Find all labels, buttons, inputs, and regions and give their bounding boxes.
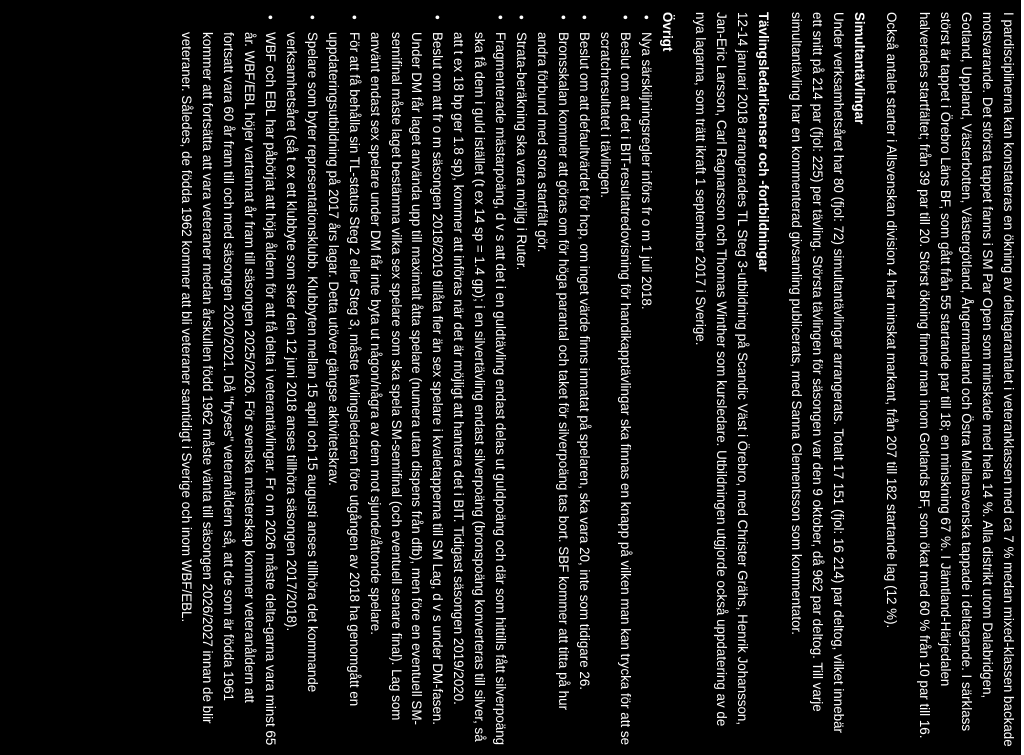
list-item: • För att få behålla sin TL-status Steg 2 eller Steg 3, måste tävlingsledaren före utgången av 2018 ha genomgått en uppdateringsutbildning på 2017 års lagar. Detta utöver gängse aktivitetskrav. [322, 32, 364, 747]
section-paragraph-tavlingsledare: 12-14 januari 2018 arrangerades TL Steg 3-utbildning på Scandic Väst i Örebro, med Christer Grähs, Henrik Johansson, Jan-Eric Larsson, Carl Ragnarsson och Thomas Winther som kursledare. Utbildningen utgjorde också uppdatering av de nya lagarna, som trätt ikraft 1 september 2017 i Sverige. [693, 12, 751, 727]
list-item: • WBF och EBL har påbörjat att höja åldern för att få delta i veterantävlingar. Fr o m 2026 måste delta-garna vara minst 65 år. WBF/EBL höjer vartannat år fram till säsongen 2025/2026. För svenska mästerskap kommer veteranåldern att fortsatt vara 60 år fram till och med säsongen 2020/2021. Då "fryses" veteranåldern så, att de som är födda 1961 kommer att fortsätta att vara veteraner medan årskullen född 1962 måste vänta till säsongen 2026/2027 innan de blir veteraner. Således, de födda 1962 kommer att bli veteraner samtidigt i Sverige och inom WBF/EBL. [176, 32, 281, 747]
list-item: • Beslut om att defaultvärdet för hcp, om inget värde finns inmatat på spelaren, ska vara 20, inte som tidigare 26. [573, 32, 594, 747]
list-item: • Nya särskiljningsregler införs fr o m 1 juli 2018. [636, 32, 657, 747]
list-item: • Strata-beräkning ska vara möjlig i Ruter. [510, 32, 531, 747]
list-item: • Bronsskalan kommer att göras om för höga parantal och taket för silverpoäng tas bort. SBF kommer att titta på hur andra förbund med stora startfält gör. [531, 32, 573, 747]
list-item: • Beslut om att det i BIT-resultatredovisning för handikapptävlingar ska finnas en knapp på vilken man kan trycka för att se scratchresultatet i tävlingen. [594, 32, 636, 747]
intro-paragraph-allsvenskan: Också antalet starter i Allsvenskan division 4 har minskat markant, från 207 till 182 startande lag (12 %). [884, 12, 900, 629]
ovrigt-bullet-list [176, 12, 657, 747]
section-paragraph-simultan: Under verksamhetsåret har 80 (fjol: 72) simultantävlingar arrangerats. Totalt 17 151 (fjol: 16 214) par deltog, vilket innebär ett snitt på 214 par (fjol: 225) per tävling. Största tävlingen för säsongen var den 9 oktober, då 962 par deltog. Till varje simultantävling har en kommenterad givsamling publicerats, med Sanna Clementsson som kommentator. [788, 12, 846, 733]
section-heading-tavlingsledare: Tävlingsledarlicenser och -fortbildningar [755, 12, 771, 272]
section-heading-ovrigt: Övrigt [660, 12, 676, 52]
section-heading-simultan: Simultantävlingar [851, 12, 867, 125]
list-item: • Fragmenterade mästarpoäng, d v s att det i en guldtävling endast delas ut guldpoäng och där som hittills fått silverpoäng ska få dem i guld istället (t ex 14 sp = 1.4 gp); i en silvertävling endast silverpoäng (bronspoäng konverteras till silver, så att t ex 18 bp ger 1.8 sp), kommer att införas när det är möjligt att hantera det i BIT. Tidigast säsongen 2019/2020. [447, 32, 510, 747]
list-item: • Beslut om att fr o m säsongen 2018/2019 tillåta fler än sex spelare i kvaletapperna till SM Lag, d v s under DM-fasen. Under DM får laget använda upp till maximalt åtta spelare (numera utan dispens från dfb), men före en eventuell SM-semifinal måste laget bestämma vilka sex spelare som ska spela SM-semifinal (och eventuell senare final). Lag som använt endast sex spelare under DM får inte byta ut någon/några av dem mot sjunde/åttonde spelare. [364, 32, 448, 747]
intro-paragraph-pair-disciplines: I pardisciplinerna kan konstateras en ökning av deltagarantalet i veteranklassen med ca 7 % medan mixed-klassen backade motsvarande. Det största tappet fanns i SM Par Open som minskade med hela 14 %. Alla distrikt utom Dalabridgen, Gotland, Uppland, Västerbotten, Västergötland, Ångermanland och Östra Mellansvenska tappade i deltagande. I särklass störst är tappet i Örebro Läns BF, som gått från 55 startande par till 18; en minskning 67 %. I Jämtland-Härjedalen halverades startfältet; från 39 par till 20. Störst ökning finner man inom Gotlands BF, som ökat med 60 % från 10 par till 16. [917, 12, 1016, 747]
list-item: • Spelare som byter representationsklubb. Klubbyten mellan 15 april och 15 augusti anses tillhöra det kommande verksamhetsåret (så t ex ett klubbyte som sker den 12 juni 2018 anses tillhöra säsongen 2017/2018). [280, 32, 322, 747]
